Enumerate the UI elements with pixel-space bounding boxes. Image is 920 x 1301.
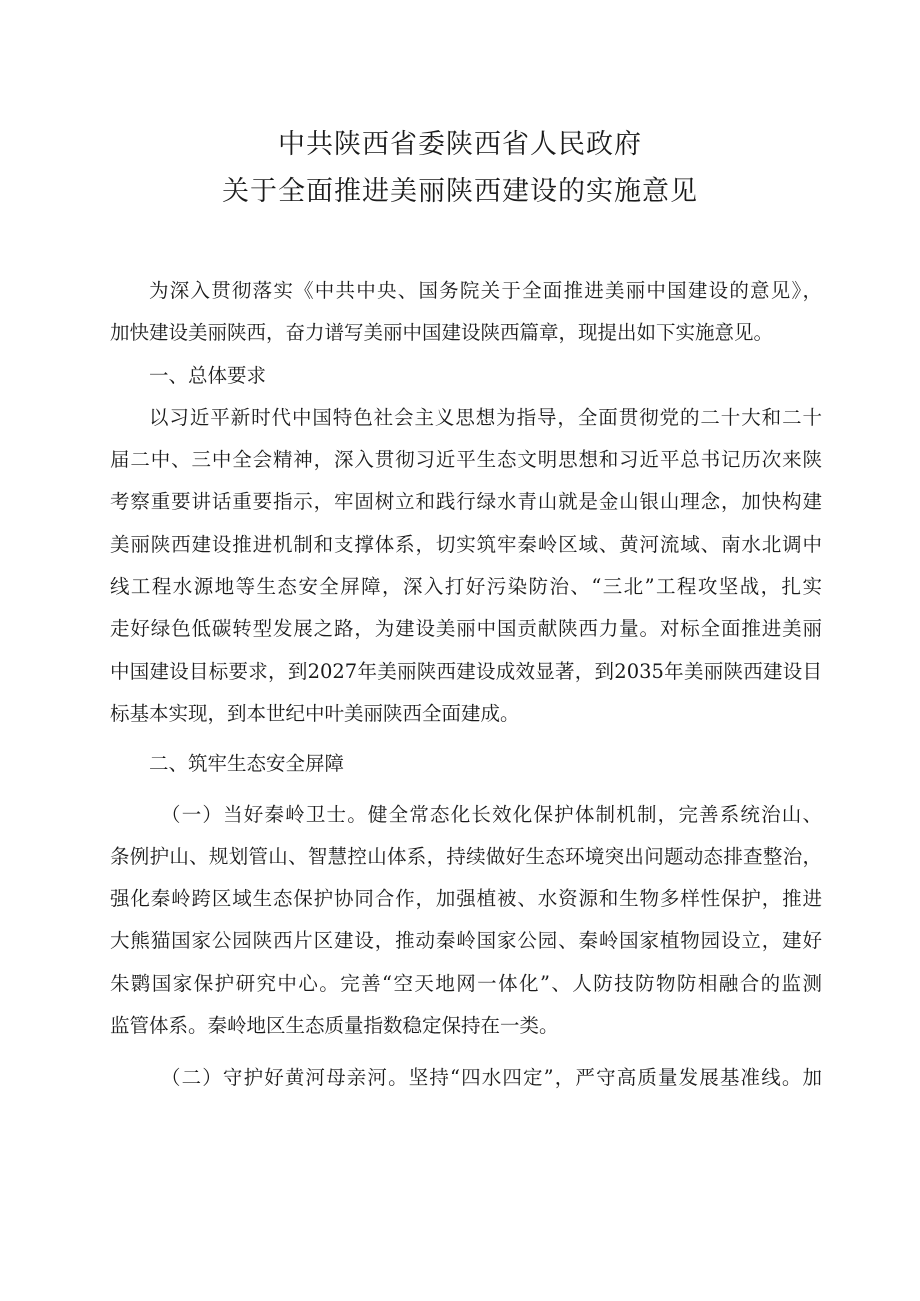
paragraph-line: 美丽陕西建设推进机制和支撑体系，切实筑牢秦岭区域、黄河流域、南水北调中 [110, 532, 822, 556]
paragraph-line: 强化秦岭跨区域生态保护协同合作，加强植被、水资源和生物多样性保护，推进 [110, 887, 822, 911]
paragraph-line: 标基本实现，到本世纪中叶美丽陕西全面建成。 [110, 701, 520, 725]
paragraph-line: 以习近平新时代中国特色社会主义思想为指导，全面贯彻党的二十大和二十 [149, 405, 822, 429]
paragraph-line: 考察重要讲话重要指示，牢固树立和践行绿水青山就是金山银山理念，加快构建 [110, 490, 822, 514]
paragraph-line: 为深入贯彻落实《中共中央、国务院关于全面推进美丽中国建设的意见》， [149, 279, 822, 302]
paragraph-line: 监管体系。秦岭地区生态质量指数稳定保持在一类。 [110, 1014, 559, 1038]
paragraph-line: 线工程水源地等生态安全屏障，深入打好污染防治、“三北”工程攻坚战，扎实 [110, 575, 822, 599]
section-heading: 二、筑牢生态安全屏障 [149, 752, 345, 776]
paragraph-line: 中国建设目标要求，到2027年美丽陕西建设成效显著，到2035年美丽陕西建设目 [110, 659, 822, 683]
document-body [110, 270, 822, 1100]
intro-paragraph [110, 270, 822, 355]
paragraph-line: 加快建设美丽陕西，奋力谱写美丽中国建设陕西篇章，现提出如下实施意见。 [110, 321, 774, 345]
section-heading: 一、总体要求 [149, 363, 267, 387]
item1-paragraph [110, 794, 822, 1048]
document-title-line1: 中共陕西省委陕西省人民政府 [278, 129, 642, 160]
paragraph-line: 条例护山、规划管山、智慧控山体系，持续做好生态环境突出问题动态排查整治， [110, 844, 822, 868]
section1-paragraph [110, 397, 822, 735]
paragraph-line: （二）守护好黄河母亲河。坚持“四水四定”，严守高质量发展基准线。加 [161, 1066, 822, 1090]
paragraph-line: 届二中、三中全会精神，深入贯彻习近平生态文明思想和习近平总书记历次来陕 [110, 448, 822, 472]
paragraph-line: 大熊猫国家公园陕西片区建设，推动秦岭国家公园、秦岭国家植物园设立，建好 [110, 929, 822, 953]
paragraph-line: （一）当好秦岭卫士。健全常态化长效化保护体制机制，完善系统治山、 [161, 802, 822, 826]
document-title-line2: 关于全面推进美丽陕西建设的实施意见 [222, 176, 698, 207]
paragraph-line: 走好绿色低碳转型发展之路，为建设美丽中国贡献陕西力量。对标全面推进美丽 [110, 617, 822, 641]
paragraph-line: 朱鹮国家保护研究中心。完善“空天地网一体化”、人防技防物防相融合的监测 [110, 971, 822, 995]
item2-paragraph [110, 1057, 822, 1099]
